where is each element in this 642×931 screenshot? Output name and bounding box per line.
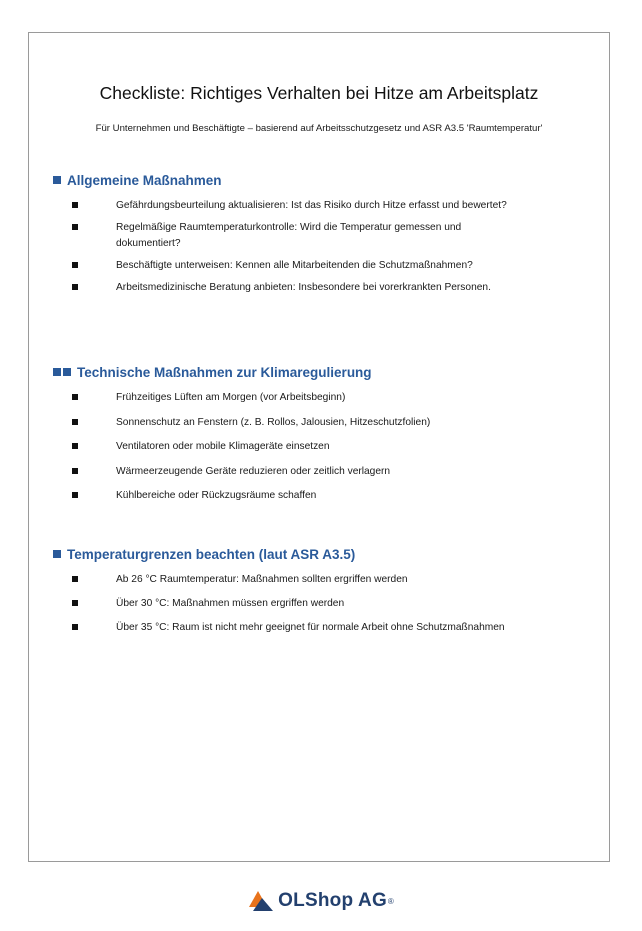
checklist-item	[53, 572, 526, 588]
checklist-item	[53, 258, 526, 274]
bullet-icon	[72, 419, 78, 425]
bullet-icon	[72, 224, 78, 230]
bullet-icon	[72, 394, 78, 400]
bullet-icon	[72, 624, 78, 630]
checklist-item	[53, 464, 593, 480]
bullet-icon	[72, 492, 78, 498]
brand-logo	[0, 890, 642, 912]
square-icon	[53, 368, 73, 376]
document-title: Checkliste: Richtiges Verhalten bei Hitze am Arbeitsplatz	[99, 83, 539, 103]
checklist-item-text: Kühlbereiche oder Rückzugsräume schaffen	[116, 490, 317, 501]
checklist-item	[53, 488, 593, 504]
section-temperature-limits	[53, 545, 593, 644]
checklist-item	[53, 390, 593, 406]
checklist-item-text: Gefährdungsbeurteilung aktualisieren: Ist das Risiko durch Hitze erfasst und bewertet?	[116, 200, 507, 211]
section-heading-text: Allgemeine Maßnahmen	[67, 172, 222, 188]
checklist-item-text: Wärmeerzeugende Geräte reduzieren oder zeitlich verlagern	[116, 465, 391, 477]
checklist-item	[53, 415, 593, 431]
section-heading-text: Technische Maßnahmen zur Klimaregulierung	[77, 364, 372, 380]
bullet-icon	[72, 443, 78, 449]
section-general-measures	[53, 171, 593, 302]
section-heading	[53, 545, 593, 563]
checklist-item	[53, 220, 526, 252]
checklist-item-text: Arbeitsmedizinische Beratung anbieten: Insbesondere bei vorerkrankten Personen.	[116, 282, 491, 293]
checklist-item-text: Über 30 °C: Maßnahmen müssen ergriffen werden	[116, 598, 345, 609]
checklist-item-text: Beschäftigte unterweisen: Kennen alle Mitarbeitenden die Schutzmaßnahmen?	[116, 260, 473, 271]
checklist-item	[53, 198, 526, 214]
checklist-item-text: Ab 26 °C Raumtemperatur: Maßnahmen sollten ergriffen werden	[116, 574, 408, 585]
checklist-item-text: Regelmäßige Raumtemperaturkontrolle: Wird die Temperatur gemessen und dokumentiert?	[116, 222, 462, 249]
bullet-icon	[72, 202, 78, 208]
checklist-item-text: Über 35 °C: Raum ist nicht mehr geeignet für normale Arbeit ohne Schutzmaßnahmen	[116, 622, 505, 633]
section-heading	[53, 171, 593, 189]
checklist	[53, 198, 593, 296]
checklist-item-text: Frühzeitiges Lüften am Morgen (vor Arbeitsbeginn)	[116, 392, 346, 403]
document-subtitle: Für Unternehmen und Beschäftigte – basierend auf Arbeitsschutzgesetz und ASR A3.5 'Raumtemperatur'	[95, 123, 543, 134]
bullet-icon	[72, 576, 78, 582]
checklist-item	[53, 439, 593, 455]
document-page	[28, 32, 610, 862]
checklist-item	[53, 596, 526, 612]
bullet-icon	[72, 284, 78, 290]
section-heading	[53, 363, 593, 381]
square-icon	[53, 550, 63, 558]
logo-icon	[248, 890, 274, 912]
bullet-icon	[72, 468, 78, 474]
checklist	[53, 572, 593, 636]
checklist-item	[53, 620, 526, 636]
checklist	[53, 390, 593, 504]
checklist-item	[53, 280, 526, 296]
square-icon	[53, 176, 63, 184]
checklist-item-text: Ventilatoren oder mobile Klimageräte einsetzen	[116, 441, 330, 452]
bullet-icon	[72, 600, 78, 606]
checklist-item-text: Sonnenschutz an Fenstern (z. B. Rollos, Jalousien, Hitzeschutzfolien)	[116, 416, 431, 428]
bullet-icon	[72, 262, 78, 268]
section-technical-measures	[53, 363, 593, 513]
section-heading-text: Temperaturgrenzen beachten (laut ASR A3.5)	[67, 546, 356, 562]
brand-name: OLShop AG	[278, 890, 387, 911]
registered-mark: ®	[387, 896, 394, 906]
